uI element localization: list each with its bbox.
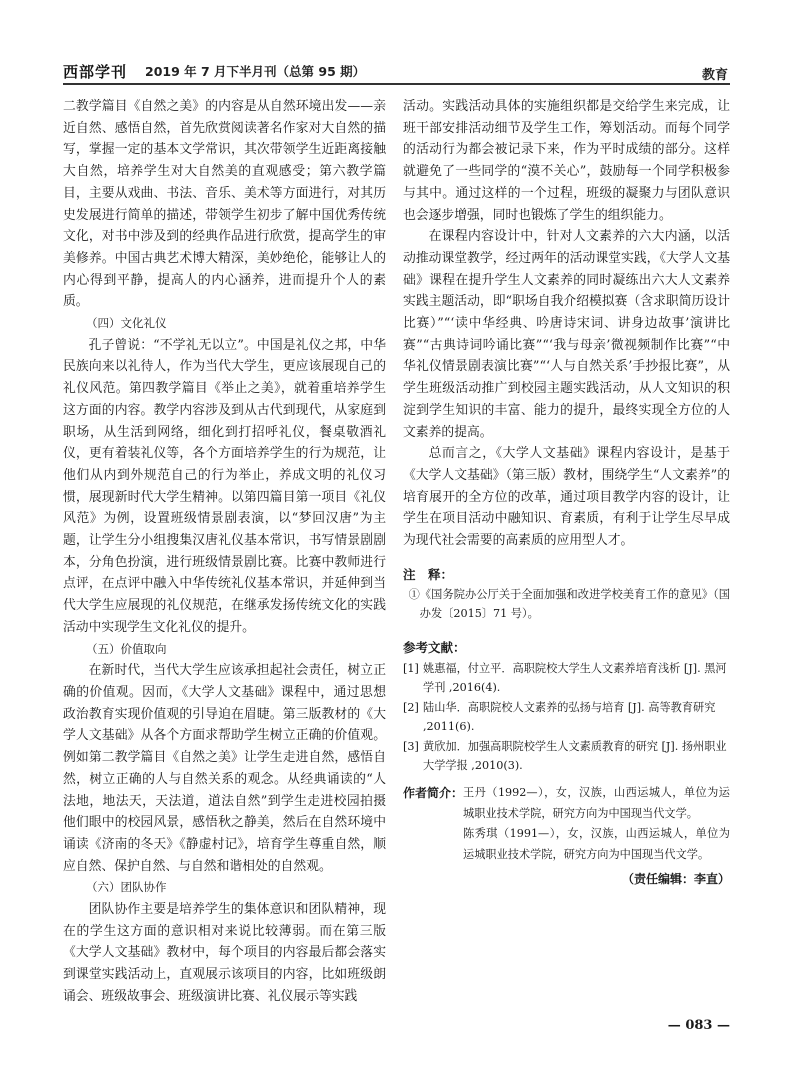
subsection-heading: （五）价值取向 — [86, 641, 167, 656]
issue-info: 2019 年 7 月下半月刊（总第 95 期） — [145, 64, 366, 79]
references-heading: 参考文献： — [403, 640, 466, 656]
references-list — [403, 659, 730, 775]
author-label: 作者简介： — [403, 786, 464, 801]
paragraph: 团队协作主要是培养学生的集体意识和团队精神，现在的学生这方面的意识相对来说比较薄弱。而在第三版《大学人文基础》教材中，每个项目的内容最后都会落实到课堂实践活动上，直观展示该项目的内容，比如班级朗诵会、班级故事会、班级演讲比赛、礼仪展示等实践 — [63, 902, 386, 1004]
journal-logo: 西部学刊 — [63, 63, 128, 81]
author-info — [403, 783, 730, 865]
paragraph: 在课程内容设计中，针对人文素养的六大内涵，以活动推动课堂教学，经过两年的活动课堂实践，《大学人文基础》课程在提升学生人文素养的同时凝练出六大人文素养实践主题活动，即“职场自我介绍模拟赛（含求职简历设计比赛）”“‘读中华经典、吟唐诗宋词、讲身边故事’演讲比赛”“古典诗词吟诵比赛”“‘我与母亲’微视频制作比赛”“中华礼仪情景剧表演比赛”“‘人与自然关系’手抄报比赛”，从学生班级活动推广到校园主题实践活动，从人文知识的积淀到学生知识的丰富、能力的提升，最终实现全方位的人文素养的提高。 — [403, 229, 730, 440]
note-item: ①《国务院办公厅关于全面加强和改进学校美育工作的意见》（国办发〔2015〕71 号）。 — [408, 588, 730, 621]
subsection-heading: （四）文化礼仪 — [86, 316, 167, 331]
reference-item: [2] 陆山华．高职院校人文素养的弘扬与培育 [J]. 高等教育研究 ,2011(6). — [403, 701, 716, 734]
reference-item: [1] 姚惠福，付立平．高职院校大学生人文素养培育浅析 [J]. 黑河学刊 ,2016(4). — [403, 662, 727, 695]
right-column — [403, 96, 730, 891]
subsection-heading: （六）团队协作 — [86, 880, 167, 895]
left-column — [63, 96, 386, 1008]
page-header — [63, 58, 730, 84]
notes-heading: 注 释： — [403, 566, 454, 582]
header-rule — [63, 83, 730, 85]
page-number: — 083 — — [667, 1018, 730, 1033]
section-label: 教育 — [701, 68, 728, 83]
paragraph: 活动。实践活动具体的实施组织都是交给学生来完成，让班干部安排活动细节及学生工作，筹划活动。而每个同学的活动行为都会被记录下来，作为平时成绩的部分。这样就避免了一些同学的“漠不关心”，鼓励每一个同学积极参与其中。通过这样的一个过程，班级的凝聚力与团队意识也会逐步增强，同时也锻炼了学生的组织能力。 — [403, 99, 730, 223]
author-list — [463, 783, 730, 865]
responsible-editor: （责任编辑：李直） — [621, 872, 730, 887]
author-item: 陈秀琪（1991—），女，汉族，山西运城人，单位为运城职业技术学院，研究方向为中国现当代文学。 — [463, 827, 730, 861]
notes-list — [403, 585, 730, 623]
reference-item: [3] 黄欣加．加强高职院校学生人文素质教育的研究 [J]. 扬州职业大学学报 ,2010(3). — [403, 740, 727, 773]
paragraph: 在新时代，当代大学生应该承担起社会责任，树立正确的价值观。因而，《大学人文基础》课程中，通过思想政治教育实现价值观的引导迫在眉睫。第三版教材的《大学人文基础》从各个方面求帮助学生树立正确的价值观。例如第二教学篇目《自然之美》让学生走进自然，感悟自然，树立正确的人与自然关系的观念。从经典诵读的“人法地，地法天，天法道，道法自然”到学生走进校园拍摄他们眼中的校园风景，感悟秋之静美，然后在自然环境中诵读《济南的冬天》《静虚村记》，培育学生尊重自然，顺应自然、保护自然、与自然和谐相处的自然观。 — [63, 663, 386, 874]
paragraph: 总而言之，《大学人文基础》课程内容设计，是基于《大学人文基础》（第三版）教材，围绕学生“人文素养”的培育展开的全方位的改革，通过项目教学内容的设计，让学生在项目活动中融知识、育素质，有利于让学生尽早成为现代社会需要的高素质的应用型人才。 — [403, 446, 730, 549]
paragraph: 二教学篇目《自然之美》的内容是从自然环境出发——亲近自然、感悟自然，首先欣赏阅读著名作家对大自然的描写，掌握一定的基本文学常识，其次带领学生近距离接触大自然，培养学生对大自然美的直观感受；第六教学篇目，主要从戏曲、书法、音乐、美术等方面进行，对其历史发展进行简单的描述，带领学生初步了解中国优秀传统文化，对书中涉及到的经典作品进行欣赏，提高学生的审美修养。中国古典艺术博大精深，美妙绝伦，能够让人的内心得到平静，提高人的内心涵养，进而提升个人的素质。 — [63, 99, 386, 310]
author-item: 王丹（1992—），女，汉族，山西运城人，单位为运城职业技术学院，研究方向为中国现当代文学。 — [463, 786, 730, 820]
paragraph: 孔子曾说：“不学礼无以立”。中国是礼仪之邦，中华民族向来以礼待人，作为当代大学生，更应该展现自己的礼仪风范。第四教学篇目《举止之美》，就着重培养学生这方面的内容。教学内容涉及到从古代到现代，从家庭到职场，从生活到网络，细化到打招呼礼仪，餐桌敬酒礼仪，更有着装礼仪等，各个方面培养学生的行为规范，让他们从内到外规范自己的行为举止，养成文明的礼仪习惯，展现新时代大学生精神。以第四篇目第一项目《礼仪风范》为例，设置班级情景剧表演，以“梦回汉唐”为主题，让学生分小组搜集汉唐礼仪基本常识，书写情景剧剧本，分角色扮演，进行班级情景剧比赛。比赛中教师进行点评，在点评中融入中华传统礼仪基本常识，并延伸到当代大学生应展现的礼仪规范，在继承发扬传统文化的实践活动中实现学生文化礼仪的提升。 — [63, 337, 386, 635]
